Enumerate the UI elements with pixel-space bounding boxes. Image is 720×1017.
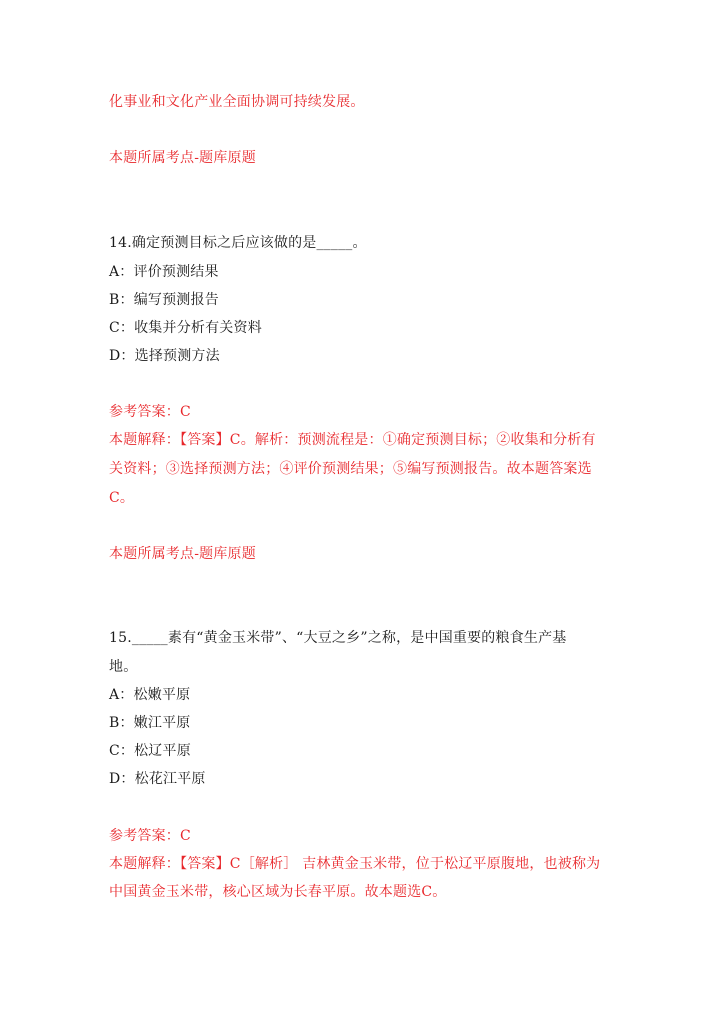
q14-explanation-line-1: 本题解释：【答案】C。解析：预测流程是：①确定预测目标；②收集和分析有 xyxy=(109,432,596,448)
q14-stem: 14.确定预测目标之后应该做的是_____。 xyxy=(109,235,367,251)
q15-stem-line-1: 15._____素有“黄金玉米带”、“大豆之乡”之称，是中国重要的粮食生产基 xyxy=(109,630,567,646)
q15-stem-line-2: 地。 xyxy=(109,659,138,675)
q14-answer: 参考答案：C xyxy=(109,404,191,420)
q14-option-b: B：编写预测报告 xyxy=(109,292,219,308)
q15-option-a: A：松嫩平原 xyxy=(109,687,191,703)
q14-option-d: D：选择预测方法 xyxy=(109,348,220,364)
q14-option-c: C：收集并分析有关资料 xyxy=(109,320,262,336)
q14-explanation-line-2: 关资料；③选择预测方法；④评价预测结果；⑤编写预测报告。故本题答案选 xyxy=(109,461,592,477)
previous-question-source: 本题所属考点-题库原题 xyxy=(109,150,256,166)
q15-option-b: B：嫩江平原 xyxy=(109,715,191,731)
q15-option-d: D：松花江平原 xyxy=(109,771,206,787)
q15-option-c: C：松辽平原 xyxy=(109,743,191,759)
q15-explanation-line-2: 中国黄金玉米带，核心区域为长春平原。故本题选C。 xyxy=(109,884,447,900)
previous-explanation-continuation: 化事业和文化产业全面协调可持续发展。 xyxy=(109,94,365,110)
q15-answer: 参考答案：C xyxy=(109,828,191,844)
q14-explanation-line-3: C。 xyxy=(109,490,135,506)
q14-option-a: A：评价预测结果 xyxy=(109,264,219,280)
q14-source: 本题所属考点-题库原题 xyxy=(109,546,256,562)
q15-explanation-line-1: 本题解释：【答案】C［解析］ 吉林黄金玉米带，位于松辽平原腹地，也被称为 xyxy=(109,856,601,872)
